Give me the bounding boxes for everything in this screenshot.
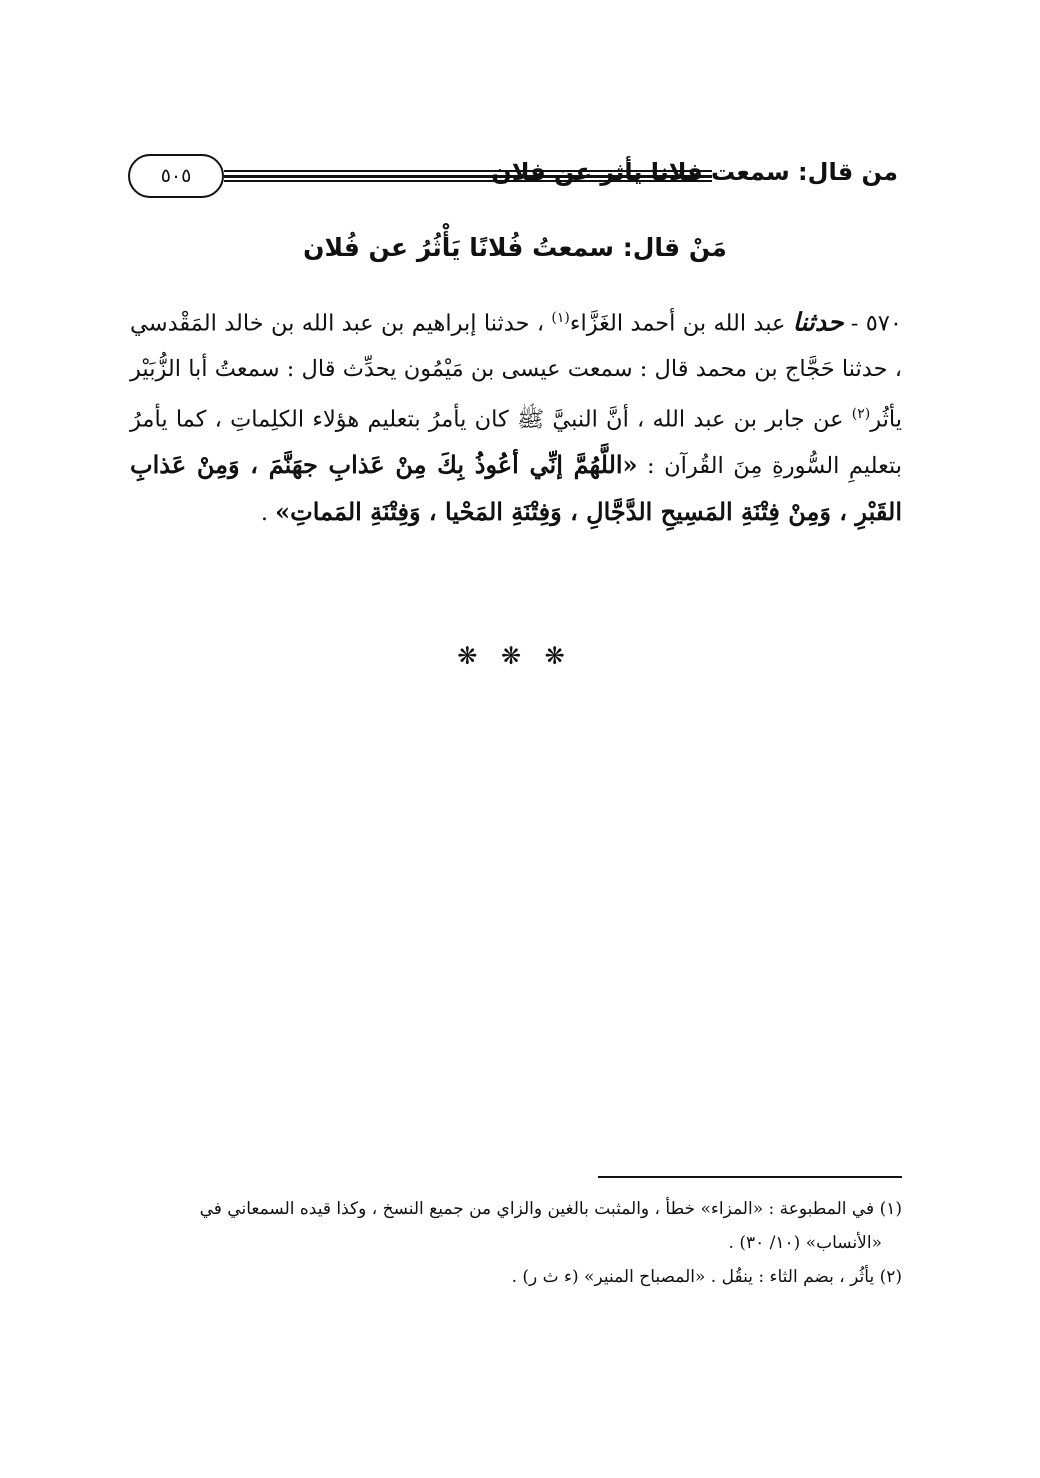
hadith-dash: - — [850, 310, 859, 337]
haddathana-word: حدثنا — [792, 307, 844, 337]
page-number: ٥٠٥ — [160, 165, 192, 187]
hadith-paragraph — [130, 296, 902, 536]
footnote-1-line-1: (١) في المطبوعة : «المزاء» خطأ ، والمثبت بالغين والزاي من جميع النسخ ، وكذا قيده السمعاني في — [199, 1199, 902, 1219]
running-title: من قال: سمعت فلانا يأثر عن فلان — [491, 158, 898, 186]
hadith-end-mark: . — [260, 500, 269, 526]
running-header — [128, 146, 898, 212]
page-number-badge — [128, 154, 224, 198]
footnote-rule — [598, 1176, 902, 1178]
hadith-text-part-1: عبد الله بن أحمد الغَزَّاء — [569, 310, 786, 337]
footnote-ref-2: (٢) — [851, 405, 871, 422]
hadith-text-part-3: عن جابر بن عبد الله ، أنَّ النبيَّ ﷺ كان يأمرُ بتعليم هؤلاء الكلِماتِ ، كما يأمرُ بتعليمِ السُّورةِ مِنَ القُرآن : — [130, 406, 902, 479]
footnote-1-line-2: «الأنساب» (١٠/ ٣٠) . — [728, 1233, 882, 1253]
footnote-2: (٢) يأثُر ، بضم الثاء : ينقُل . «المصباح المنير» (ء ث ر) . — [511, 1267, 902, 1287]
hadith-number: ٥٧٠ — [865, 310, 902, 337]
footnotes — [130, 1192, 902, 1294]
footnote-ref-1: (١) — [551, 310, 570, 326]
section-title: مَنْ قال: سمعتُ فُلانًا يَأْثُرُ عن فُلان — [303, 233, 727, 262]
section-separator-stars: ❋ ❋ ❋ — [457, 642, 573, 670]
hadith-text-part-2: ، حدثنا إبراهيم بن عبد الله بن خالد المَقْدسي ، حدثنا حَجَّاج بن محمد قال : سمعت عيسى بن مَيْمُون يحدِّث قال : سمعتُ أبا الزُّبَيْر يأثُر — [130, 310, 902, 432]
prophetic-supplication: «اللَّهُمَّ إنِّي أعُوذُ بِكَ مِنْ عَذابِ جهَنَّمَ ، وَمِنْ عَذابِ القَبْرِ ، وَمِنْ فِتْنَةِ المَسِيحِ الدَّجَّالِ ، وَفِتْنَةِ المَحْيا ، وَفِتْنَةِ المَماتِ» — [130, 450, 902, 526]
